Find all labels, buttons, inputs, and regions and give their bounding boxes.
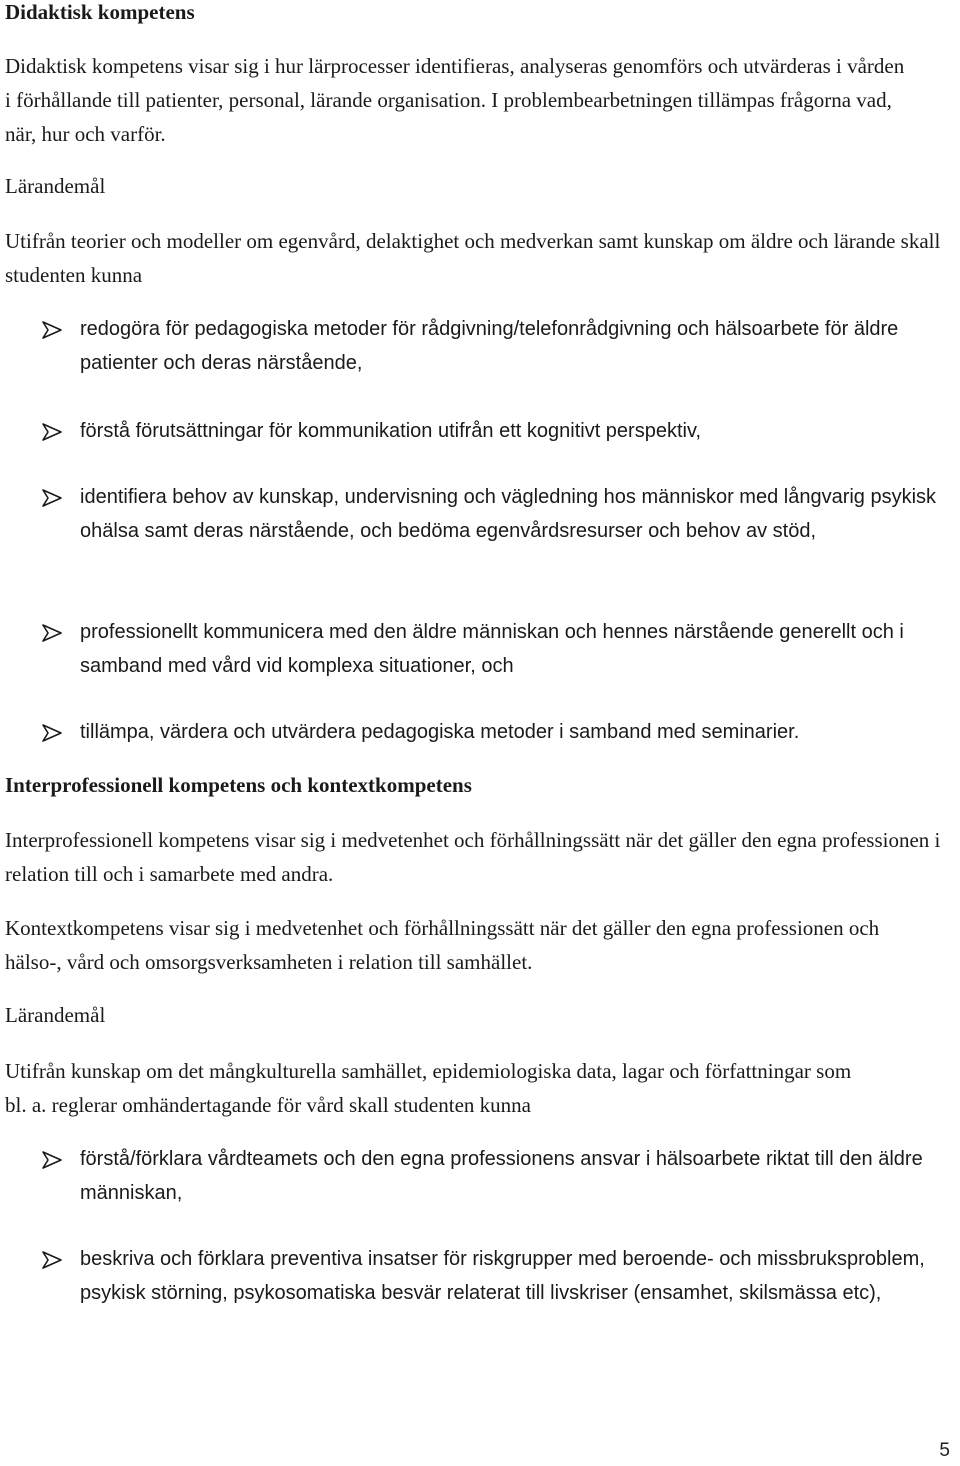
arrowhead-bullet-icon xyxy=(41,623,63,643)
list-item xyxy=(5,312,955,380)
arrowhead-bullet-icon xyxy=(41,320,63,340)
arrowhead-bullet-icon xyxy=(41,488,63,508)
learning-goals-lead: Utifrån teorier och modeller om egenvård, delaktighet och medverkan samt kunskap om äldre och lärande skall studenten kunna xyxy=(5,229,941,287)
interprofessional-paragraph: Interprofessionell kompetens visar sig i medvetenhet och förhållningssätt när det gäller den egna professionen i relation till och i samarbete med andra. xyxy=(5,828,941,886)
list-item xyxy=(5,615,955,683)
arrowhead-bullet-icon xyxy=(41,1250,63,1270)
arrowhead-bullet-icon xyxy=(41,422,63,442)
list-item-text: förstå förutsättningar för kommunikation utifrån ett kognitivt perspektiv, xyxy=(80,420,702,442)
list-item-text: identifiera behov av kunskap, undervisning och vägledning hos människor med långvarig psykisk ohälsa samt deras närstående, och bedöma egenvårdsresurser och behov av stöd, xyxy=(80,486,937,542)
section-heading-interprofessionell: Interprofessionell kompetens och kontextkompetens xyxy=(5,773,472,797)
learning-goals-heading-2: Lärandemål xyxy=(5,1003,106,1027)
context-paragraph: Kontextkompetens visar sig i medvetenhet och förhållningssätt när det gäller den egna professionen och hälso-, vård och omsorgsverksamheten i relation till samhället. xyxy=(5,916,880,974)
arrowhead-bullet-icon xyxy=(41,723,63,743)
list-item xyxy=(5,480,955,548)
list-item xyxy=(5,1242,955,1310)
list-item-text: professionellt kommunicera med den äldre människan och hennes närstående generellt och i samband med vård vid komplexa situationer, och xyxy=(80,621,904,677)
list-item xyxy=(5,414,955,448)
page-number: 5 xyxy=(939,1440,950,1461)
intro-paragraph: Didaktisk kompetens visar sig i hur lärprocesser identifieras, analyseras genomförs och utvärderas i vården i förhållande till patienter, personal, lärande organisation. I problembearbetningen tillämpas frågorna vad, när, hur och varför. xyxy=(5,54,905,146)
learning-goals-lead-2: Utifrån kunskap om det mångkulturella samhället, epidemiologiska data, lagar och författningar som bl. a. reglerar omhändertagande för vård skall studenten kunna xyxy=(5,1059,852,1117)
list-item-text: redogöra för pedagogiska metoder för rådgivning/telefonrådgivning och hälsoarbete för äldre patienter och deras närstående, xyxy=(80,318,899,374)
list-item xyxy=(5,1142,955,1210)
section-heading-didaktisk: Didaktisk kompetens xyxy=(5,0,195,24)
list-item xyxy=(5,715,955,749)
learning-goals-heading: Lärandemål xyxy=(5,174,106,198)
list-item-text: tillämpa, värdera och utvärdera pedagogiska metoder i samband med seminarier. xyxy=(80,721,800,743)
arrowhead-bullet-icon xyxy=(41,1150,63,1170)
list-item-text: beskriva och förklara preventiva insatser för riskgrupper med beroende- och missbruksproblem, psykisk störning, psykosomatiska besvär relaterat till livskriser (ensamhet, skilsmässa etc), xyxy=(80,1248,925,1304)
list-item-text: förstå/förklara vårdteamets och den egna professionens ansvar i hälsoarbete riktat till den äldre människan, xyxy=(80,1148,923,1204)
